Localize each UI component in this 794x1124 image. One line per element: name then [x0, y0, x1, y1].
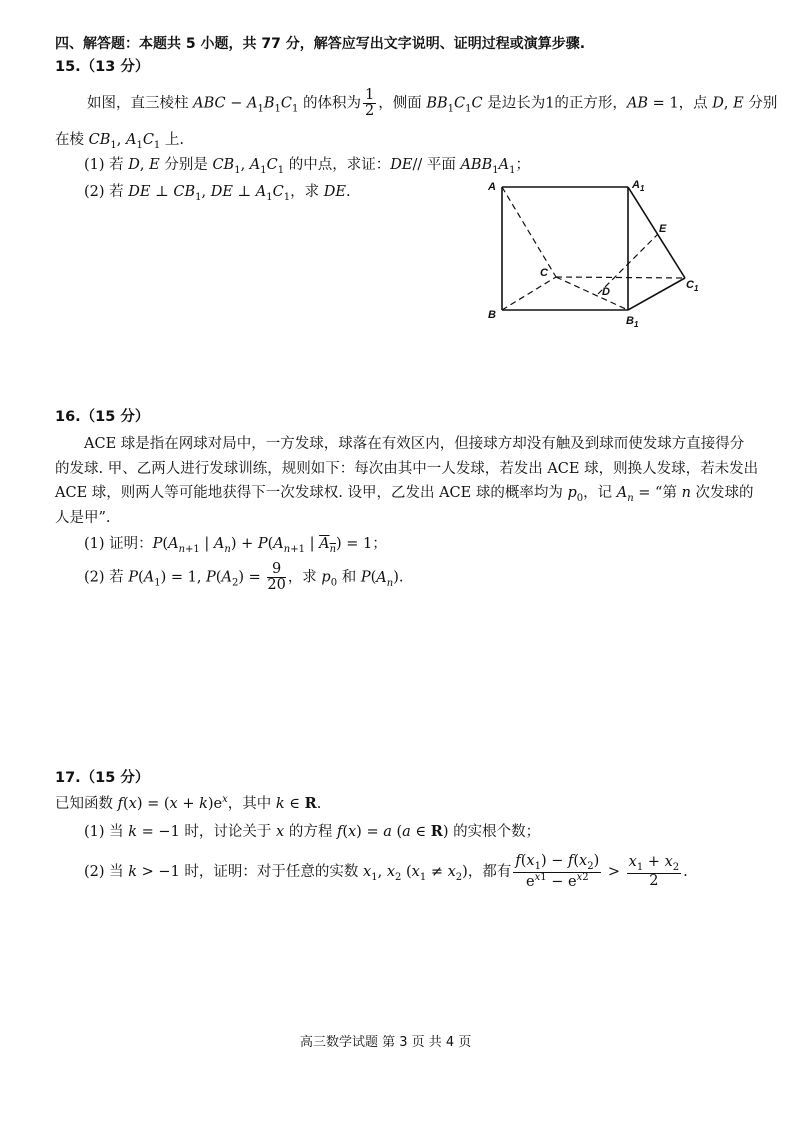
q15-line2: 在棱 $CB_1$, $A_1C_1$ 上.: [55, 132, 185, 151]
edge-A1C1: [628, 187, 685, 278]
edge-BC: [502, 277, 556, 310]
label-E: E: [659, 223, 667, 235]
edge-CC1: [556, 277, 685, 278]
fraction-average: $\frac{x_1 + x_2}{2}$: [628, 853, 680, 890]
q16-line2: 的发球. 甲、乙两人进行发球训练，规则如下：每次由其中一人发球，若发出 ACE 球，则换人发球，若未发出: [55, 461, 759, 477]
label-A1: $A_1$: [632, 179, 645, 193]
q17-number: 17.（15 分）: [55, 770, 150, 786]
edge-AC: [502, 187, 556, 277]
section-header: 四、解答题：本题共 5 小题，共 77 分，解答应写出文字说明、证明过程或演算步骤.: [55, 36, 586, 52]
prism-figure: [480, 172, 710, 332]
q17-part1: (1) 当 k = −1 时，讨论关于 x 的方程 f(x) = a (a ∈ R) 的实根个数；: [84, 823, 541, 840]
q17-intro: 已知函数 $f(x) = (x + k)e^x$，其中 k ∈ R.: [55, 794, 322, 812]
q16-part1: (1) 证明：$P(A_{n+1}$ | $A_n) + P(A_{n+1}$ | $A_n) = 1$；: [84, 536, 387, 555]
q17-part2: (2) 当 k > −1 时，证明：对于任意的实数 $x_1$, $x_2$ $(x_1 \ne x_2)$，都有 $\frac{f(x_1) - f(x_2)}{e^{x1} - e^{x2}}$ > $\frac{x_1 + x_2}{2}$ .: [84, 853, 688, 891]
q16-line4: 人是甲”.: [55, 510, 111, 526]
fraction-nine-twentieths: $\frac{9}{20}$: [267, 561, 286, 594]
q15-part2: (2) 若 DE ⊥ $CB_1$, DE ⊥ $A_1C_1$，求 DE.: [84, 184, 351, 203]
fraction-one-half: $\frac{1}{2}$: [364, 87, 375, 120]
page-footer: 高三数学试题 第 3 页 共 4 页: [300, 1035, 472, 1050]
fraction-difference-quotient: $\frac{f(x_1) - f(x_2)}{e^{x1} - e^{x2}}$: [515, 853, 600, 891]
label-B: B: [488, 309, 496, 321]
segment-CB1: [556, 277, 628, 310]
label-B1: $B_1$: [626, 315, 639, 329]
q15-intro: 如图，直三棱柱 ABC − $A_1B_1C_1$ 的体积为 $\frac{1}{2}$ ，侧面 $BB_1C_1C$ 是边长为1的正方形，AB = 1，点 D, E 分别: [87, 87, 778, 120]
q16-number: 16.（15 分）: [55, 409, 150, 425]
q16-part2: (2) 若 $P(A_1) = 1$, $P(A_2)$ = $\frac{9}{20}$ ，求 $p_0$ 和 $P(A_n)$.: [84, 561, 404, 594]
edge-B1C1: [628, 278, 685, 310]
label-C1: $C_1$: [686, 279, 699, 293]
q15-part1: (1) 若 D, E 分别是 $CB_1$, $A_1C_1$ 的中点，求证：DE// 平面 $ABB_1A_1$；: [84, 157, 530, 176]
q15-number: 15.（13 分）: [55, 59, 150, 75]
q16-line3: ACE 球，则两人等可能地获得下一次发球权. 设甲，乙发出 ACE 球的概率均为 $p_0$，记 $A_n$ = “第 n 次发球的: [55, 485, 754, 504]
label-A: A: [488, 181, 496, 193]
label-C: C: [540, 267, 548, 279]
label-D: D: [602, 286, 610, 298]
q16-line1: ACE 球是指在网球对局中，一方发球，球落在有效区内，但接球方却没有触及到球而使发球方直接得分: [84, 436, 745, 452]
